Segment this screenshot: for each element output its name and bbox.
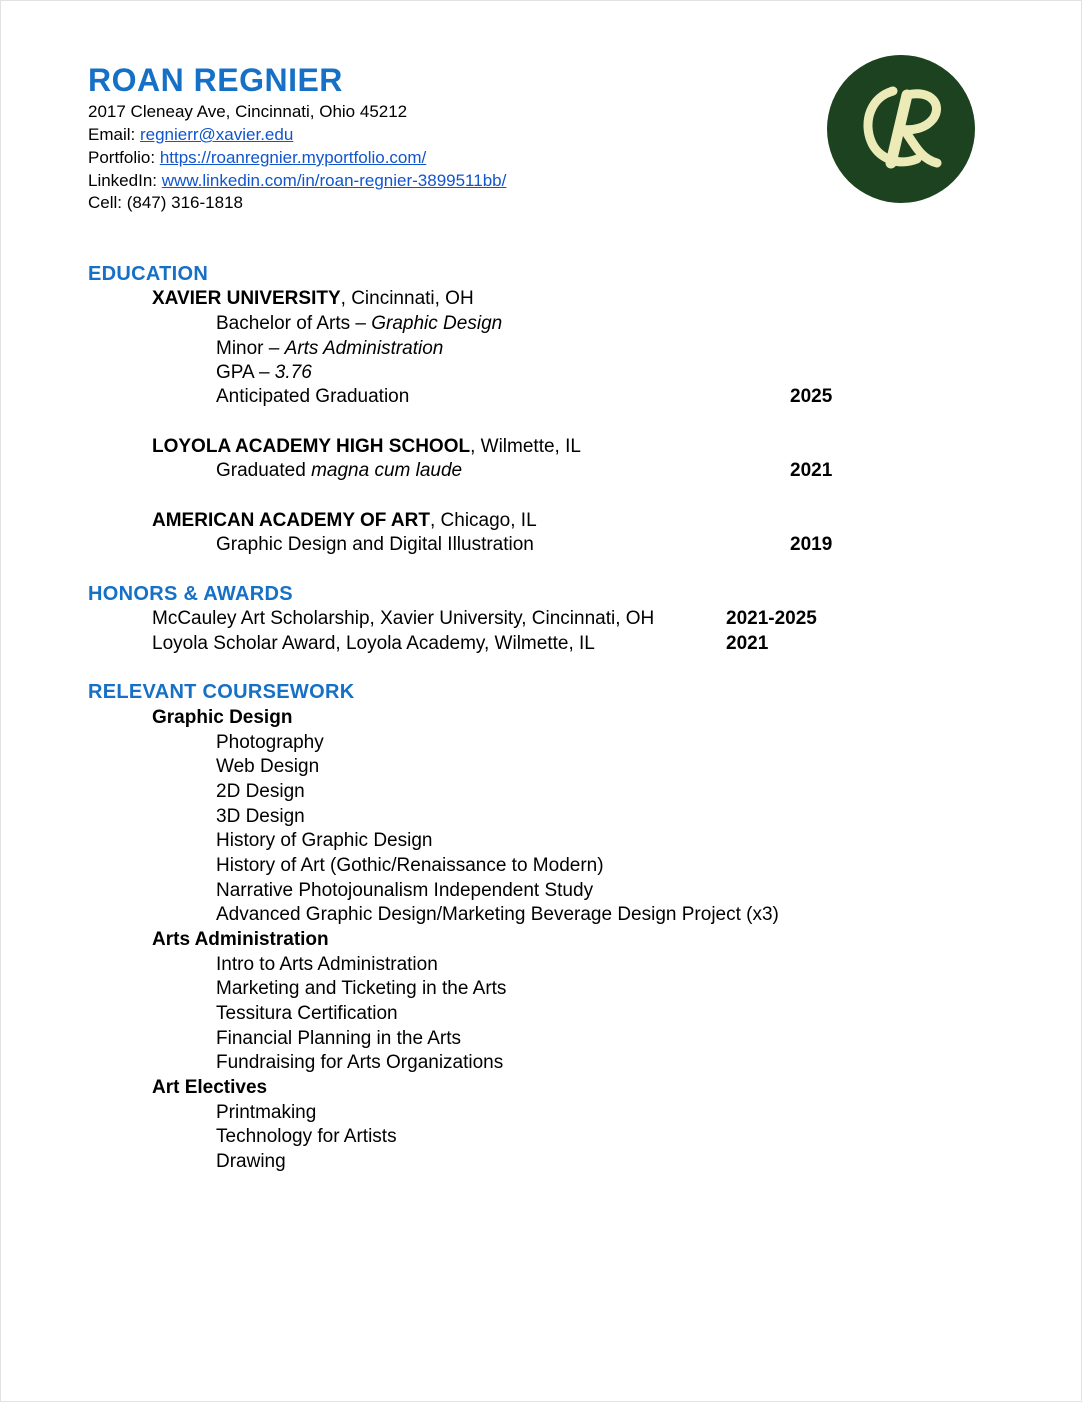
- american-location: , Chicago, IL: [429, 510, 537, 531]
- loyola-location: , Wilmette, IL: [470, 436, 581, 457]
- honors-title: HONORS & AWARDS: [88, 583, 293, 605]
- xavier-degree-line: [216, 313, 502, 335]
- loyola-school-name: LOYOLA ACADEMY HIGH SCHOOL: [152, 436, 471, 457]
- course-item: Photography: [216, 732, 324, 753]
- course-item: Tessitura Certification: [216, 1003, 398, 1024]
- degree-prefix: Bachelor of Arts –: [216, 313, 372, 334]
- script-r-monogram-icon: [827, 55, 975, 203]
- xavier-school-line: [152, 288, 474, 310]
- loyola-school-line: [152, 436, 581, 458]
- course-item: Web Design: [216, 756, 320, 777]
- american-school-line: [152, 510, 537, 532]
- coursework-heading-electives: Art Electives: [152, 1077, 268, 1098]
- loyola-detail-prefix: Graduated: [216, 460, 312, 481]
- minor-value: Arts Administration: [284, 338, 444, 359]
- resume-name: ROAN REGNIER: [88, 62, 343, 98]
- honor-item: McCauley Art Scholarship, Xavier University, Cincinnati, OH: [152, 608, 655, 629]
- portfolio-label: Portfolio:: [88, 148, 160, 167]
- coursework-heading-graphic-design: Graphic Design: [152, 707, 293, 728]
- honor-year: 2021: [726, 633, 769, 654]
- course-item: Technology for Artists: [216, 1126, 397, 1147]
- honor-year: 2021-2025: [726, 608, 817, 629]
- american-detail: Graphic Design and Digital Illustration: [216, 534, 534, 555]
- xavier-location: , Cincinnati, OH: [340, 288, 474, 309]
- xavier-school-name: XAVIER UNIVERSITY: [152, 288, 341, 309]
- course-item: Advanced Graphic Design/Marketing Beverage Design Project (x3): [216, 904, 779, 925]
- loyola-year: 2021: [790, 460, 833, 481]
- course-item: Drawing: [216, 1151, 286, 1172]
- course-item: 2D Design: [216, 781, 305, 802]
- portfolio-line: [88, 147, 426, 169]
- address: 2017 Cleneay Ave, Cincinnati, Ohio 45212: [88, 102, 408, 121]
- linkedin-label: LinkedIn:: [88, 171, 162, 190]
- coursework-heading-arts-admin: Arts Administration: [152, 929, 329, 950]
- american-school-name: AMERICAN ACADEMY OF ART: [152, 510, 430, 531]
- loyola-detail-line: [216, 460, 462, 482]
- xavier-year: 2025: [790, 386, 833, 407]
- loyola-detail: magna cum laude: [311, 460, 463, 481]
- course-item: Fundraising for Arts Organizations: [216, 1052, 504, 1073]
- gpa-value: 3.76: [274, 362, 312, 383]
- email-label: Email:: [88, 125, 140, 144]
- course-item: Financial Planning in the Arts: [216, 1028, 462, 1049]
- education-title: EDUCATION: [88, 263, 209, 285]
- xavier-gpa-line: [216, 362, 312, 384]
- course-item: History of Graphic Design: [216, 830, 433, 851]
- email-line: [88, 124, 293, 146]
- xavier-minor-line: [216, 338, 443, 360]
- gpa-prefix: GPA –: [216, 362, 275, 383]
- course-item: Marketing and Ticketing in the Arts: [216, 978, 507, 999]
- degree-value: Graphic Design: [371, 313, 503, 334]
- course-item: 3D Design: [216, 806, 305, 827]
- honor-item: Loyola Scholar Award, Loyola Academy, Wilmette, IL: [152, 633, 595, 654]
- minor-prefix: Minor –: [216, 338, 285, 359]
- email-link[interactable]: regnierr@xavier.edu: [139, 125, 294, 144]
- course-item: History of Art (Gothic/Renaissance to Modern): [216, 855, 604, 876]
- american-year: 2019: [790, 534, 833, 555]
- linkedin-line: [88, 170, 506, 192]
- course-item: Intro to Arts Administration: [216, 954, 438, 975]
- course-item: Printmaking: [216, 1102, 317, 1123]
- cell-phone: Cell: (847) 316-1818: [88, 193, 243, 212]
- xavier-graduation: Anticipated Graduation: [216, 386, 410, 407]
- coursework-title: RELEVANT COURSEWORK: [88, 681, 355, 703]
- course-item: Narrative Photojounalism Independent Study: [216, 880, 594, 901]
- linkedin-link[interactable]: www.linkedin.com/in/roan-regnier-3899511bb/: [161, 171, 507, 190]
- portfolio-link[interactable]: https://roanregnier.myportfolio.com/: [159, 148, 427, 167]
